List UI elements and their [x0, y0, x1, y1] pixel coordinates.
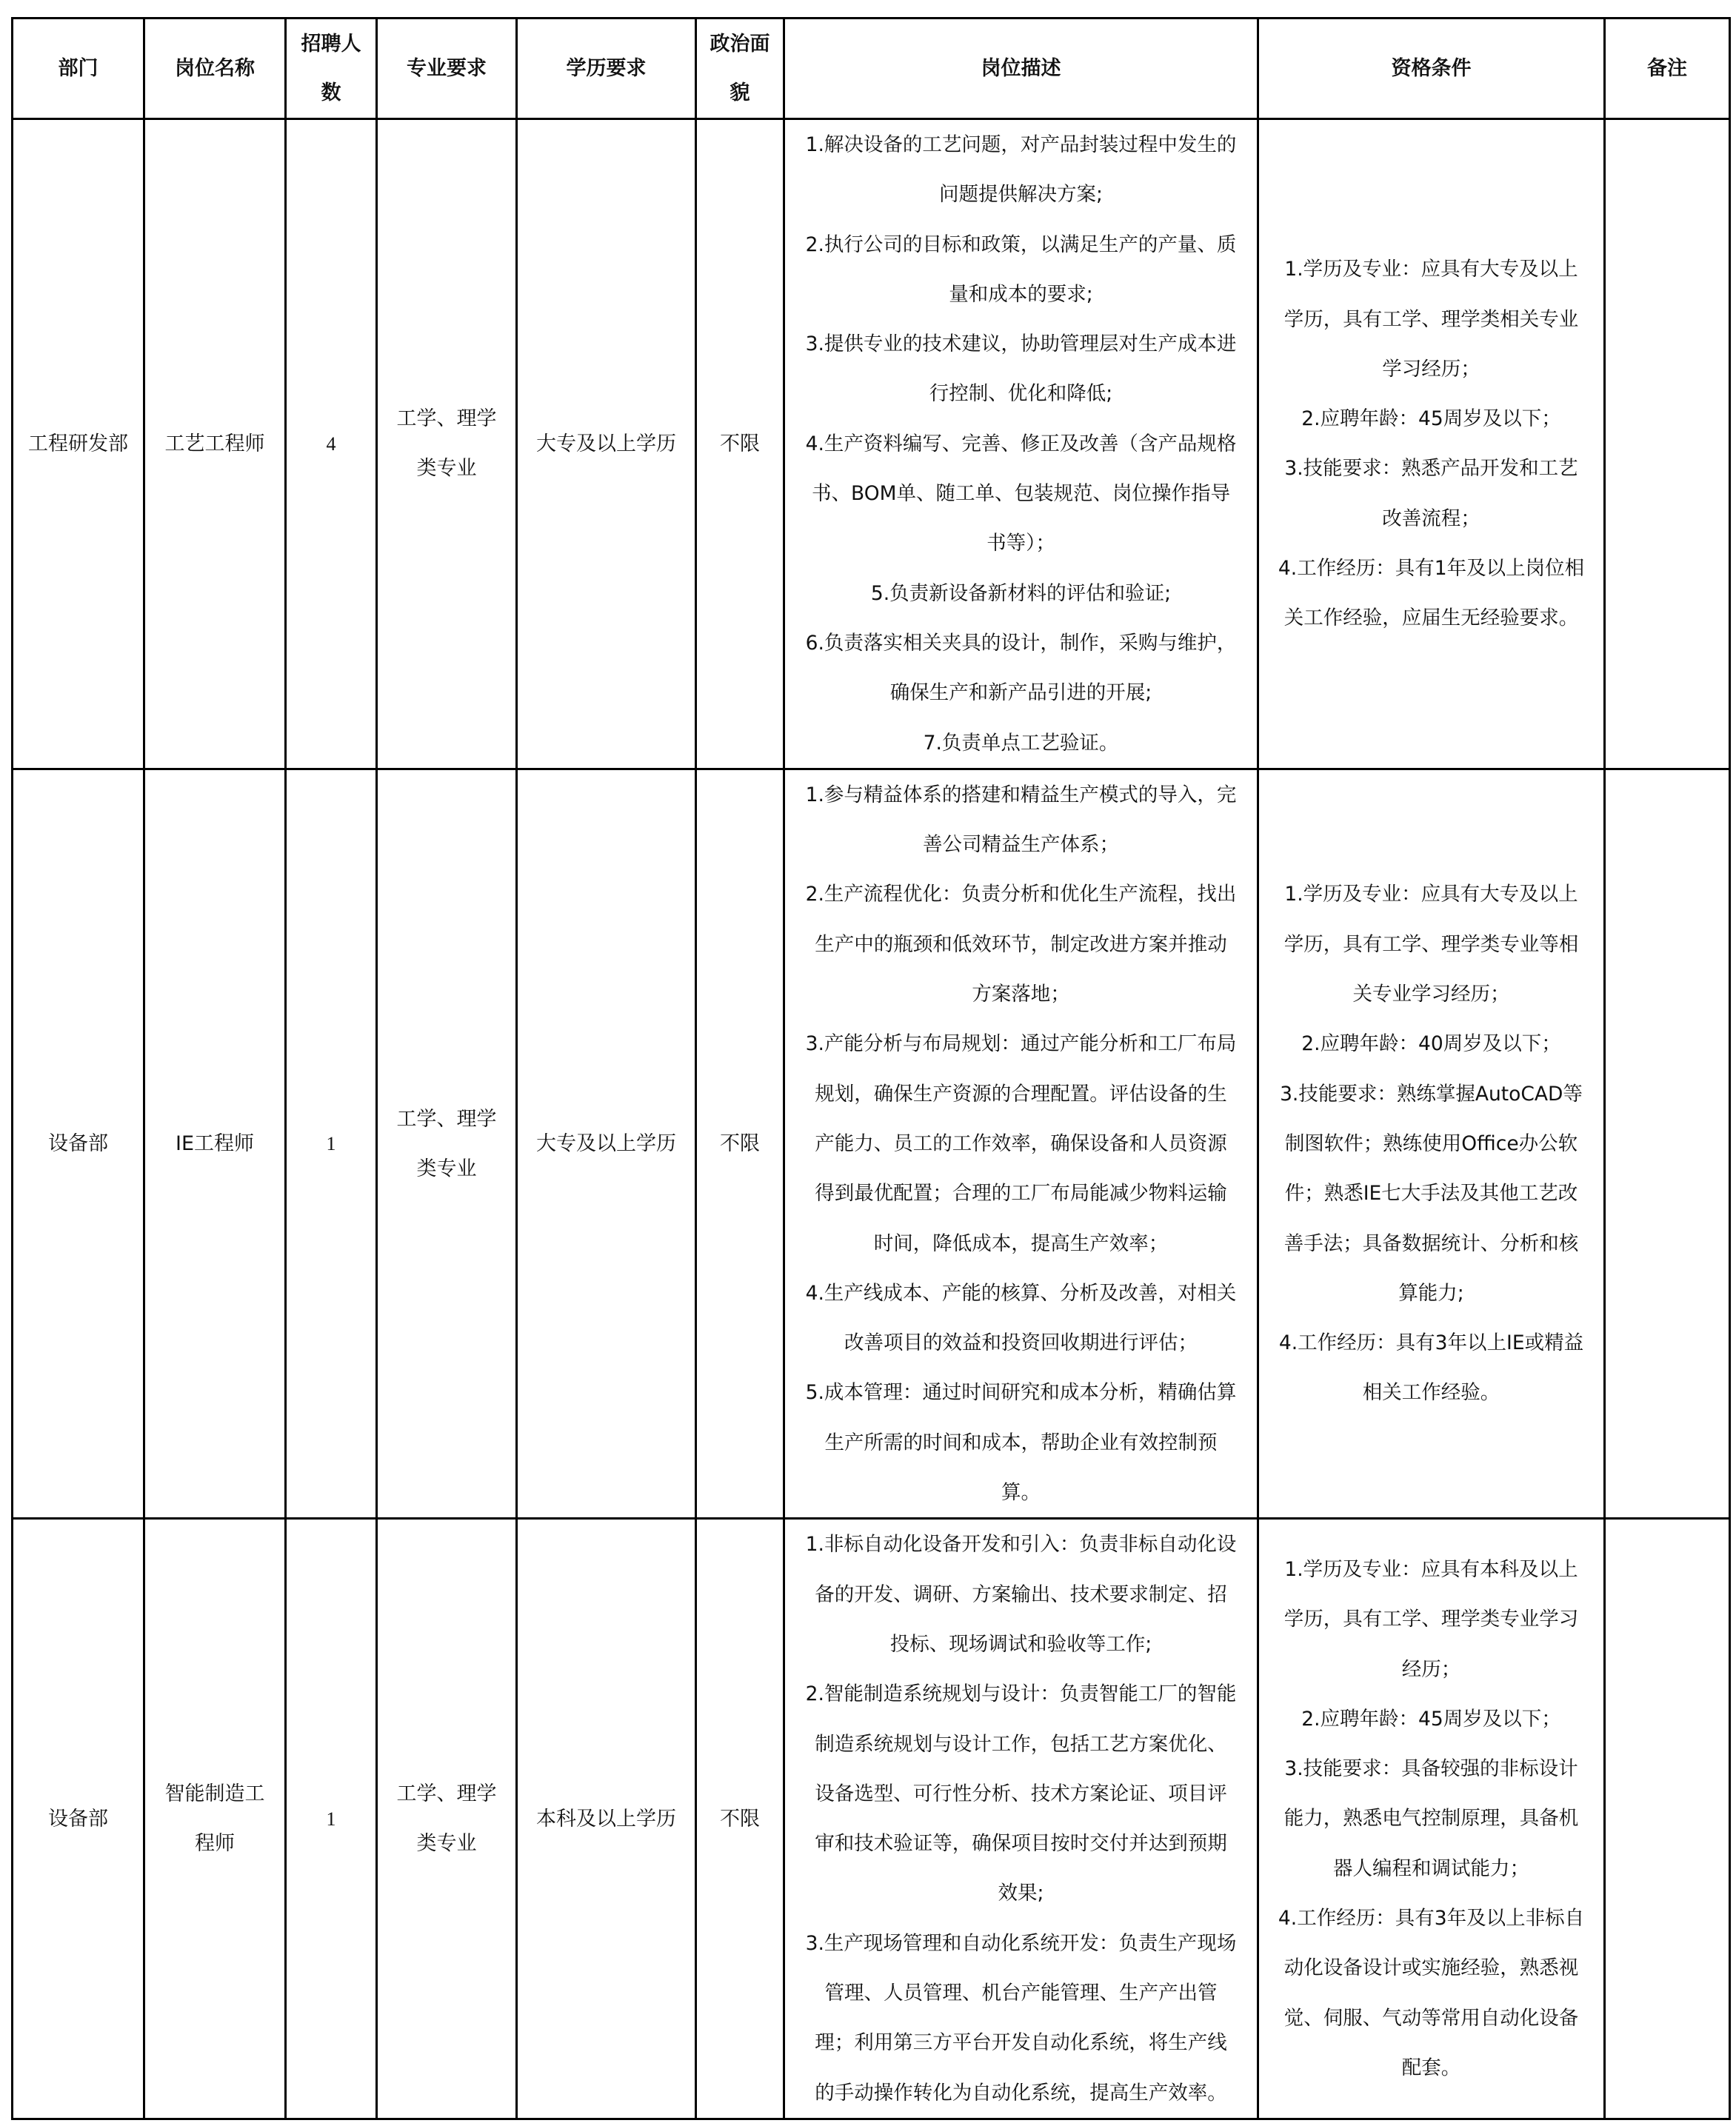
cell-qualifications-line: 1.学历及专业：应具有本科及以上 — [1284, 1557, 1578, 1581]
cell-description-line: 3.产能分析与布局规划：通过产能分析和工厂布局 — [805, 1032, 1237, 1056]
cell-qualifications-line: 器人编程和调试能力； — [1333, 1856, 1529, 1880]
cell-description-line: 设备选型、可行性分析、技术方案论证、项目评 — [815, 1782, 1227, 1805]
header-row — [13, 19, 1730, 119]
cell-description-line: 确保生产和新产品引进的开展; — [889, 681, 1152, 705]
header-major: 专业要求 — [377, 19, 517, 119]
cell-description-line: 生产所需的时间和成本，帮助企业有效控制预 — [824, 1431, 1218, 1454]
cell-description-line: 产能力、员工的工作效率，确保设备和人员资源 — [815, 1131, 1227, 1155]
cell-description-line: 5.负责新设备新材料的评估和验证; — [870, 581, 1172, 605]
cell-political-status: 不限 — [696, 769, 784, 1518]
cell-qualifications-line: 1.学历及专业：应具有大专及以上 — [1284, 883, 1578, 906]
cell-description-line: 理；利用第三方平台开发自动化系统，将生产线 — [815, 2031, 1227, 2055]
cell-description-line: 书等）； — [986, 532, 1055, 555]
cell-qualifications-line: 学习经历； — [1382, 357, 1480, 381]
cell-qualifications-line: 3.技能要求：熟悉产品开发和工艺 — [1284, 457, 1578, 481]
cell-qualifications-line: 学历，具有工学、理学类相关专业 — [1283, 307, 1579, 331]
cell-description-line: 善公司精益生产体系； — [923, 833, 1119, 857]
cell-qualifications-line: 关工作经验，应届生无经验要求。 — [1283, 606, 1579, 630]
cell-description-line: 得到最优配置；合理的工厂布局能减少物料运输 — [815, 1182, 1227, 1206]
cell-qualifications-line: 经历； — [1401, 1657, 1461, 1681]
cell-major — [377, 769, 517, 1518]
cell-description-line: 4.生产线成本、产能的核算、分析及改善，对相关 — [805, 1281, 1237, 1305]
header-qualifications: 资格条件 — [1258, 19, 1605, 119]
cell-qualifications-line: 算能力; — [1398, 1281, 1464, 1305]
cell-description-line: 规划，确保生产资源的合理配置。评估设备的生 — [815, 1082, 1227, 1106]
cell-qualifications-line: 改善流程； — [1382, 507, 1480, 530]
cell-description-line: 2.执行公司的目标和政策，以满足生产的产量、质 — [805, 233, 1237, 256]
cell-qualifications-line: 3.技能要求：熟练掌握AutoCAD等 — [1280, 1082, 1583, 1106]
cell-qualifications-line: 2.应聘年龄：45周岁及以下； — [1301, 407, 1561, 431]
cell-description-line: 时间，降低成本，提高生产效率； — [873, 1231, 1169, 1255]
cell-qualifications-line: 3.技能要求：具备较强的非标设计 — [1284, 1757, 1578, 1781]
table-row — [13, 1519, 1730, 2119]
cell-position-line: IE工程师 — [175, 1132, 255, 1156]
cell-description-line: 4.生产资料编写、完善、修正及改善（含产品规格 — [805, 432, 1237, 455]
cell-major-line: 类专业 — [416, 1157, 477, 1180]
cell-qualifications-line: 4.工作经历：具有3年及以上非标自 — [1278, 1907, 1585, 1931]
cell-qualifications — [1258, 1519, 1605, 2119]
cell-major — [377, 119, 517, 769]
cell-description-line: 2.智能制造系统规划与设计：负责智能工厂的智能 — [805, 1682, 1237, 1706]
cell-description-line: 5.成本管理：通过时间研究和成本分析，精确估算 — [805, 1381, 1237, 1405]
cell-headcount: 1 — [286, 769, 377, 1518]
cell-major-line: 类专业 — [416, 1832, 477, 1856]
cell-education: 大专及以上学历 — [517, 119, 696, 769]
cell-description-line: 效果; — [998, 1882, 1044, 1905]
cell-remarks — [1605, 769, 1730, 1518]
cell-headcount: 1 — [286, 1519, 377, 2119]
cell-qualifications-line: 关专业学习经历； — [1352, 983, 1510, 1006]
cell-headcount: 4 — [286, 119, 377, 769]
cell-description-line: 方案落地； — [972, 983, 1070, 1006]
cell-position-line: 程师 — [195, 1832, 235, 1856]
cell-qualifications-line: 1.学历及专业：应具有大专及以上 — [1284, 258, 1578, 281]
header-remarks: 备注 — [1605, 19, 1730, 119]
cell-description-line: 审和技术验证等，确保项目按时交付并达到预期 — [815, 1832, 1227, 1856]
cell-description-line: 2.生产流程优化：负责分析和优化生产流程，找出 — [805, 883, 1237, 906]
cell-qualifications-line: 能力，熟悉电气控制原理，具备机 — [1283, 1807, 1579, 1831]
table-row — [13, 119, 1730, 769]
cell-description-line: 改善项目的效益和投资回收期进行评估； — [844, 1331, 1198, 1355]
cell-position — [144, 769, 286, 1518]
cell-major-line: 工学、理学 — [396, 407, 497, 431]
cell-description-line: 问题提供解决方案; — [939, 183, 1103, 207]
cell-description-line: 7.负责单点工艺验证。 — [923, 731, 1119, 755]
cell-qualifications-line: 学历，具有工学、理学类专业学习 — [1283, 1608, 1579, 1631]
cell-qualifications — [1258, 769, 1605, 1518]
cell-position — [144, 119, 286, 769]
cell-description-line: 书、BOM单、随工单、包装规范、岗位操作指导 — [812, 482, 1230, 506]
cell-description — [784, 1519, 1258, 2119]
cell-description-line: 1.解决设备的工艺问题，对产品封装过程中发生的 — [805, 133, 1237, 156]
cell-education: 大专及以上学历 — [517, 769, 696, 1518]
cell-position — [144, 1519, 286, 2119]
cell-remarks — [1605, 1519, 1730, 2119]
cell-description-line: 行控制、优化和降低; — [929, 382, 1113, 406]
header-political-status: 政治面 貌 — [696, 19, 784, 119]
cell-description-line: 生产中的瓶颈和低效环节，制定改进方案并推动 — [815, 932, 1227, 956]
cell-major — [377, 1519, 517, 2119]
cell-qualifications-line: 学历，具有工学、理学类专业等相 — [1283, 932, 1579, 956]
header-department: 部门 — [13, 19, 144, 119]
cell-political-status: 不限 — [696, 1519, 784, 2119]
cell-education: 本科及以上学历 — [517, 1519, 696, 2119]
cell-description-line: 量和成本的要求; — [949, 282, 1093, 306]
cell-qualifications-line: 2.应聘年龄：40周岁及以下； — [1301, 1032, 1561, 1056]
header-description: 岗位描述 — [784, 19, 1258, 119]
cell-department: 设备部 — [13, 1519, 144, 2119]
cell-department: 设备部 — [13, 769, 144, 1518]
cell-qualifications-line: 善手法；具备数据统计、分析和核 — [1283, 1231, 1579, 1255]
table-row — [13, 769, 1730, 1518]
cell-qualifications-line: 相关工作经验。 — [1362, 1381, 1500, 1405]
cell-description — [784, 769, 1258, 1518]
cell-description-line: 1.非标自动化设备开发和引入：负责非标自动化设 — [805, 1533, 1237, 1557]
cell-description-line: 1.参与精益体系的搭建和精益生产模式的导入，完 — [805, 783, 1237, 806]
cell-description-line: 管理、人员管理、机台产能管理、生产产出管 — [824, 1981, 1218, 2005]
cell-description-line: 的手动操作转化为自动化系统，提高生产效率。 — [815, 2081, 1227, 2105]
cell-qualifications-line: 配套。 — [1401, 2056, 1461, 2079]
recruitment-table — [11, 17, 1731, 2120]
cell-qualifications — [1258, 119, 1605, 769]
cell-position-line: 智能制造工 — [164, 1782, 265, 1806]
cell-description-line: 制造系统规划与设计工作，包括工艺方案优化、 — [815, 1732, 1227, 1756]
cell-qualifications-line: 4.工作经历：具有1年及以上岗位相 — [1278, 557, 1585, 581]
cell-political-status: 不限 — [696, 119, 784, 769]
cell-position-line: 工艺工程师 — [164, 432, 265, 455]
cell-description-line: 备的开发、调研、方案输出、技术要求制定、招 — [815, 1582, 1227, 1606]
cell-description-line: 3.生产现场管理和自动化系统开发：负责生产现场 — [805, 1931, 1237, 1955]
cell-qualifications-line: 件；熟悉IE七大手法及其他工艺改 — [1284, 1182, 1578, 1206]
cell-qualifications-line: 动化设备设计或实施经验，熟悉视 — [1283, 1956, 1579, 1980]
cell-qualifications-line: 2.应聘年龄：45周岁及以下； — [1301, 1707, 1561, 1731]
cell-description-line: 6.负责落实相关夹具的设计，制作，采购与维护， — [805, 631, 1237, 655]
cell-qualifications-line: 觉、伺服、气动等常用自动化设备 — [1283, 2006, 1579, 2030]
cell-major-line: 工学、理学 — [396, 1782, 497, 1806]
cell-remarks — [1605, 119, 1730, 769]
cell-description — [784, 119, 1258, 769]
cell-major-line: 工学、理学 — [396, 1107, 497, 1131]
cell-description-line: 投标、现场调试和验收等工作; — [889, 1632, 1152, 1656]
header-position: 岗位名称 — [144, 19, 286, 119]
header-headcount: 招聘人 数 — [286, 19, 377, 119]
cell-description-line: 3.提供专业的技术建议，协助管理层对生产成本进 — [805, 332, 1237, 356]
cell-department: 工程研发部 — [13, 119, 144, 769]
cell-description-line: 算。 — [1001, 1481, 1041, 1505]
header-education: 学历要求 — [517, 19, 696, 119]
cell-qualifications-line: 4.工作经历：具有3年以上IE或精益 — [1278, 1331, 1584, 1355]
cell-qualifications-line: 制图软件；熟练使用Office办公软 — [1284, 1131, 1578, 1155]
cell-major-line: 类专业 — [416, 457, 477, 481]
